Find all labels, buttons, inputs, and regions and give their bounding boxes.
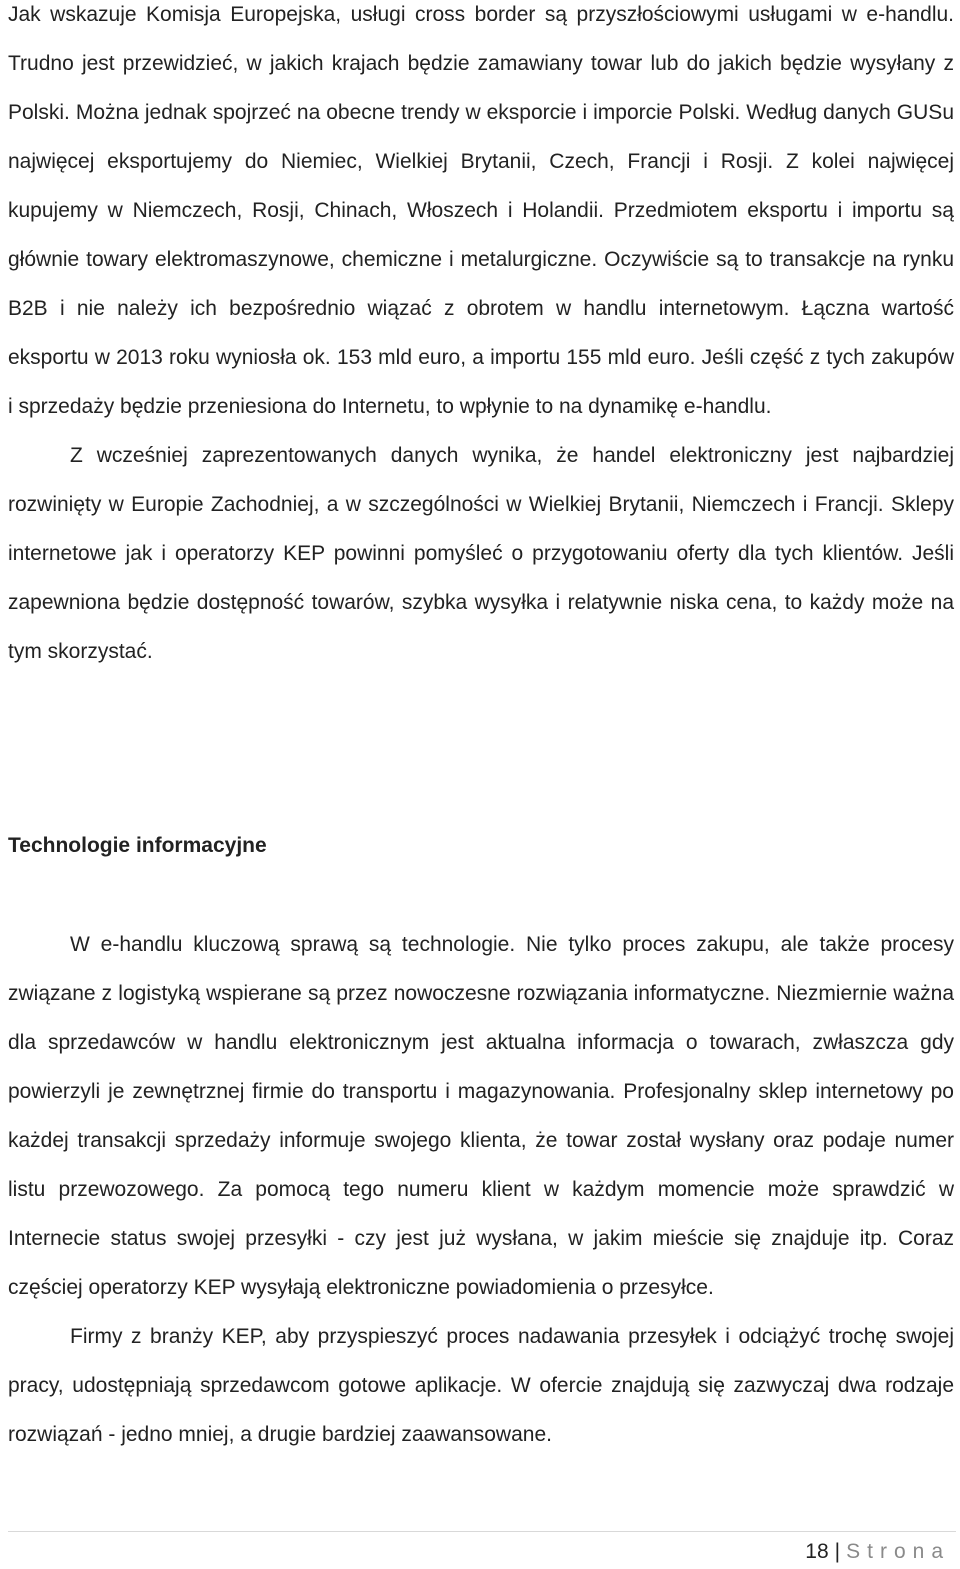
page-footer [0,1531,960,1569]
paragraph-technologies: W e-handlu kluczową sprawą są technologie. Nie tylko proces zakupu, ale także procesy związane z logistyką wspierane są przez nowoczesne rozwiązania informatyczne. Niezmiernie ważna dla sprzedawców w handlu elektronicznym jest aktualna informacja o towarach, zwłaszcza gdy powierzyli je zewnętrznej firmie do transportu i magazynowania. Profesjonalny sklep internetowy po każdej transakcji sprzedaży informuje swojego klienta, że towar został wysłany oraz podaje numer listu przewozowego. Za pomocą tego numeru klient w każdym momencie może sprawdzić w Internecie status swojej przesyłki - czy jest już wysłana, w jakim mieście się znajduje itp. Coraz częściej operatorzy KEP wysyłają elektroniczne powiadomienia o przesyłce. [8,933,954,1299]
footer-page-label [805,1537,950,1567]
document-page [8,0,954,1446]
footer-separator: | [834,1540,841,1563]
paragraph-kep-apps: Firmy z branży KEP, aby przyspieszyć proces nadawania przesyłek i odciążyć trochę swojej pracy, udostępniają sprzedawcom gotowe aplikacje. W ofercie znajdują się zazwyczaj dwa rodzaje rozwiązań - jedno mniej, a drugie bardziej zaawansowane. [8,1325,954,1446]
page-number: 18 [805,1540,829,1563]
section-body [8,920,954,1459]
paragraph-west-europe: Z wcześniej zaprezentowanych danych wynika, że handel elektroniczny jest najbardziej rozwinięty w Europie Zachodniej, a w szczególności w Wielkiej Brytanii, Niemczech i Francji. Sklepy internetowe jak i operatorzy KEP powinni pomyśleć o przygotowaniu oferty dla tych klientów. Jeśli zapewniona będzie dostępność towarów, szybka wysyłka i relatywnie niska cena, to każdy może na tym skorzystać. [8,444,954,663]
paragraph-cross-border: Jak wskazuje Komisja Europejska, usługi cross border są przyszłościowymi usługami w e-handlu. Trudno jest przewidzieć, w jakich krajach będzie zamawiany towar lub do jakich będzie wysyłany z Polski. Można jednak spojrzeć na obecne trendy w eksporcie i imporcie Polski. Według danych GUSu najwięcej eksportujemy do Niemiec, Wielkiej Brytanii, Czech, Francji i Rosji. Z kolei najwięcej kupujemy w Niemczech, Rosji, Chinach, Włoszech i Holandii. Przedmiotem eksportu i importu są głównie towary elektromaszynowe, chemiczne i metalurgiczne. Oczywiście są to transakcje na rynku B2B i nie należy ich bezpośrednio wiązać z obrotem w handlu internetowym. Łączna wartość eksportu w 2013 roku wyniosła ok. 153 mld euro, a importu 155 mld euro. Jeśli część z tych zakupów i sprzedaży będzie przeniesiona do Internetu, to wpłynie to na dynamikę e-handlu. [8,3,954,418]
footer-strona-label: Strona [846,1540,950,1563]
footer-divider [8,1531,956,1532]
section-heading: Technologie informacyjne [8,834,267,857]
